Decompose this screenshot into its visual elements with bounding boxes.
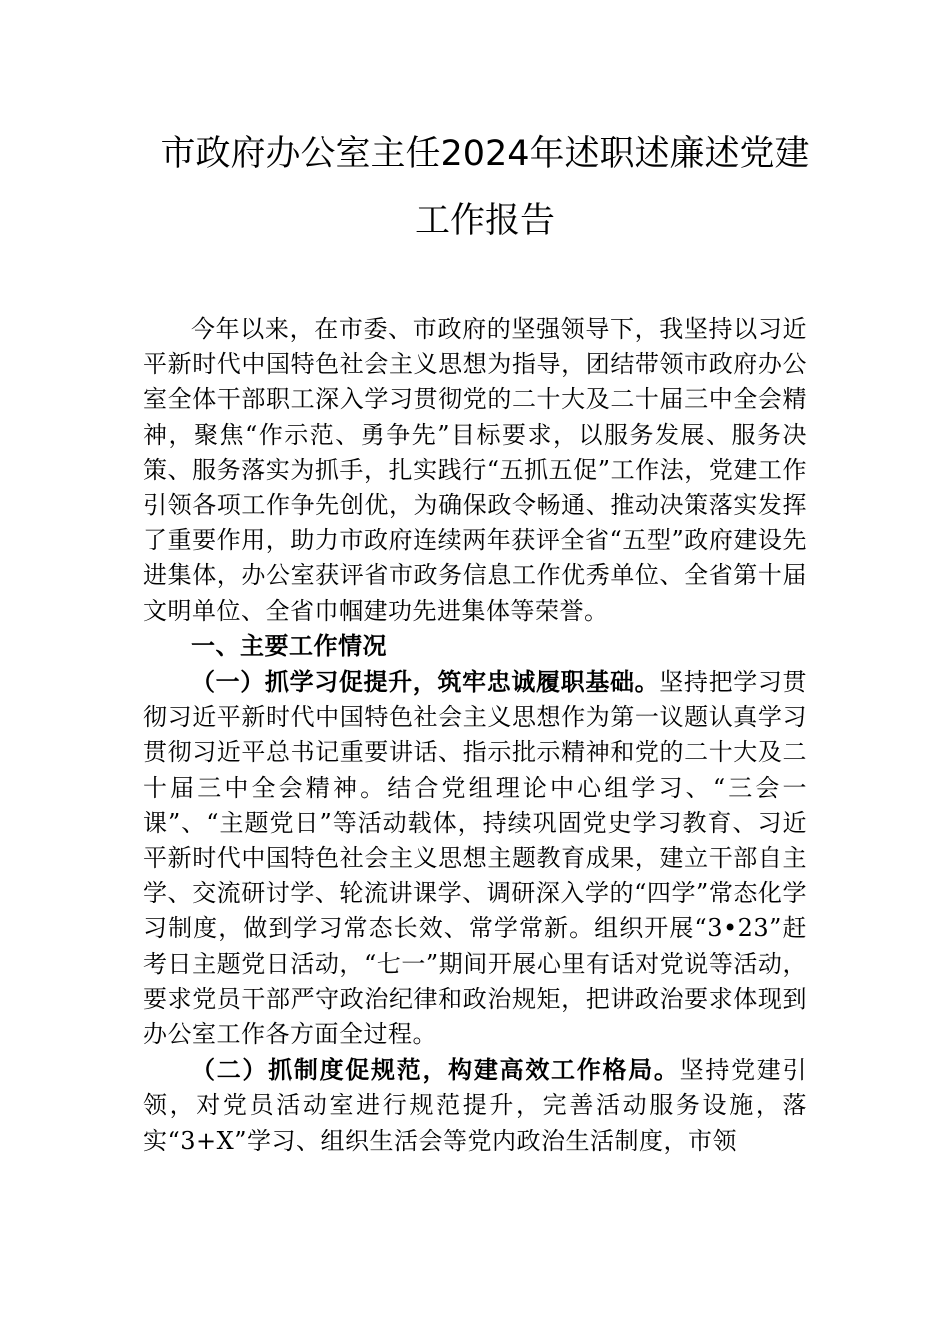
item-2-lead: （二）抓制度促规范，构建高效工作格局。 <box>191 1055 680 1085</box>
document-title-line-2: 工作报告 <box>414 201 555 241</box>
item-2-text: 坚持党建引领，对党员活动室进行规范提升，完善活动服务设施，落实“3+X”学习、组织生活会等党内政治生活制度，市领 <box>143 1056 808 1155</box>
item-1-lead: （一）抓学习促提升，筑牢忠诚履职基础。 <box>191 667 660 697</box>
document-body <box>143 312 807 1159</box>
paragraph-item-2 <box>143 1052 807 1159</box>
intro-paragraph: 今年以来，在市委、市政府的坚强领导下，我坚持以习近平新时代中国特色社会主义思想为指导，团结带领市政府办公室全体干部职工深入学习贯彻党的二十大及二十届三中全会精神，聚焦“作示范、勇争先”目标要求，以服务发展、服务决策、服务落实为抓手，扎实践行“五抓五促”工作法，党建工作引领各项工作争先创优，为确保政令畅通、推动决策落实发挥了重要作用，助力市政府连续两年获评全省“五型”政府建设先进集体，办公室获评省市政务信息工作优秀单位、全省第十届文明单位、全省巾帼建功先进集体等荣誉。 <box>143 315 807 625</box>
item-1-text: 坚持把学习贯彻习近平新时代中国特色社会主义思想作为第一议题认真学习贯彻习近平总书记重要讲话、指示批示精神和党的二十大及二十届三中全会精神。结合党组理论中心组学习、“三会一课”、“主题党日”等活动载体，持续巩固党史学习教育、习近平新时代中国特色社会主义思想主题教育成果，建立干部自主学、交流研讨学、轮流讲课学、调研深入学的“四学”常态化学习制度，做到学习常态长效、常学常新。组织开展“3•23”赶考日主题党日活动，“七一”期间开展心里有话对党说等活动，要求党员干部严守政治纪律和政治规矩，把讲政治要求体现到办公室工作各方面全过程。 <box>143 668 808 1049</box>
paragraph-item-1 <box>143 664 807 1052</box>
section-heading-main-work: 一、主要工作情况 <box>191 631 387 660</box>
document-title-line-1: 市政府办公室主任2024年述职述廉述党建 <box>160 134 810 174</box>
